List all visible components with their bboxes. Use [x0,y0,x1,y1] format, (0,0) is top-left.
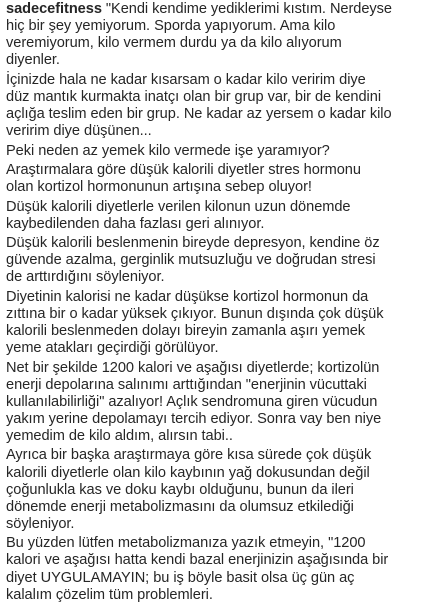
caption-paragraph: Ayrıca bir başka araştırmaya göre kısa sürede çok düşük kalorili diyetlerle olan kilo kaybının yağ dokusundan değil çoğunlukla kas ve doku kaybı olduğunu, bunun da ileri dönemde enerji metabolizmasını da olumsuz etkilediği söyleniyor. [6,447,372,532]
caption-paragraph: Peki neden az yemek kilo vermede işe yaramıyor? [6,142,330,159]
caption-paragraph-intro [6,1,440,69]
caption-paragraph: Düşük kalorili diyetlerle verilen kilonun uzun dönemde kaybedilenden daha fazlası geri alınıyor. [6,198,351,232]
caption-paragraph: Düşük kalorili beslenmenin bireyde depresyon, kendine öz güvende azalma, gerginlik mutsuzluğu ve doğrudan stresi de arttırdığını söyleniyor. [6,235,380,286]
caption-paragraph: Araştırmalara göre düşük kalorili diyetler stres hormonu olan kortizol hormonunun artışına sebep oluyor! [6,162,361,196]
username-link[interactable]: sadecefitness [6,1,102,17]
caption-paragraph: Net bir şekilde 1200 kalori ve aşağısı diyetlerde; kortizolün enerji depolarına salınımı arttığından "enerjinin vücuttaki kullanılabilirliği" azalıyor! Açlık sendromuna giren vücudun yakım yerine depolamayı tercih ediyor. Sonra vay ben niye yemedim de kilo aldım, alırsın tabi.. [6,359,382,444]
caption-text: "Kendi kendime yediklerimi kıstım. Nerdeyse hiç bir şey yemiyorum. Sporda yapıyorum. Ama kilo veremiyorum, kilo vermem durdu ya da kilo alıyorum diyenler. [6,1,392,69]
caption-paragraph: İçinizde hala ne kadar kısarsam o kadar kilo veririm diye düz mantık kurmakta inatçı olan bir grup var, bir de kendini açlığa teslim eden bir grup. Ne kadar az yersem o kadar kilo veririm diye düşünen... [6,71,392,140]
caption-paragraph: Bu yüzden lütfen metabolizmanıza yazık etmeyin, "1200 kalori ve aşağısı hatta kendi bazal enerjinizin aşağısında bir diyet UYGULAMAYIN; bu iş böyle basit olsa üç gün aç kalalım çözelim tüm problemleri. [6,535,389,603]
post-caption [6,1,440,606]
caption-paragraph: Diyetinin kalorisi ne kadar düşükse kortizol hormonun da zıttına bir o kadar yüksek çıkıyor. Bunun dışında çok düşük kalorili beslenmeden dolayı bireyin zamanla aşırı yemek yeme atakları geçirdiği görülüyor. [6,288,384,357]
